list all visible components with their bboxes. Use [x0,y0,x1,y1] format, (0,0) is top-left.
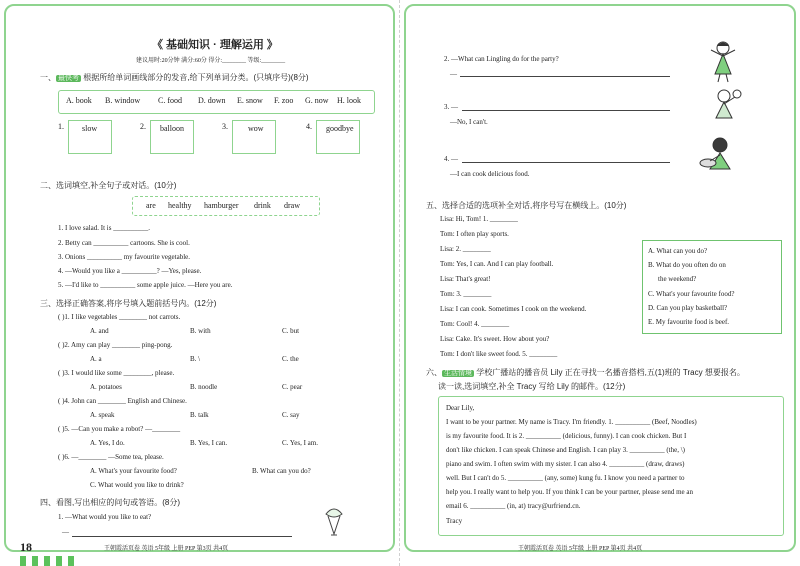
sec3-q3-a: A. potatoes [90,383,122,391]
sec2-item-2: 2. Betty can __________ cartoons. She is cool. [58,239,190,247]
girl-dancing-illustration [706,40,740,84]
letter-line-2: is my favourite food. It is 2. __________ (delicious, funny). I can cook chicken. But I [446,432,687,440]
sec1-word-g: G. now [305,96,329,105]
group4-num: 4. [306,122,312,131]
stripe-deco [32,556,38,566]
dialog-line-9: Lisa: Cake. It's sweet. How about you? [440,335,550,343]
sec3-q3: ( )3. I would like some ________, please. [58,369,175,377]
dialog-line-7: Lisa: I can cook. Sometimes I cook on the weekend. [440,305,587,313]
group2-word: balloon [160,124,184,133]
option-c: C. What's your favourite food? [648,290,735,298]
sec4-q1-answer-dash: — [62,528,69,536]
group1-num: 1. [58,122,64,131]
group3-word: wow [248,124,264,133]
dialog-line-2: Tom: I often play sports. [440,230,509,238]
letter-signature: Tracy [446,517,463,525]
sec4-q2: 2. —What can Lingling do for the party? [444,55,559,63]
sec2-word-4: drink [254,201,271,210]
sec1-word-h: H. look [337,96,361,105]
dialog-line-6: Tom: 3. ________ [440,290,492,298]
sec4-q3-question-line[interactable] [462,110,670,111]
letter-greeting: Dear Lily, [446,404,475,412]
sec5-title: 五、选择合适的选项补全对话,将序号写在横线上。(10分) [426,201,627,210]
sec2-word-2: healthy [168,201,192,210]
sec3-q1-c: C. but [282,327,300,335]
stripe-deco [44,556,50,566]
dialog-line-4: Tom: Yes, I can. And I can play football. [440,260,554,268]
sec3-q1: ( )1. I like vegetables ________ not carrots. [58,313,181,321]
sec3-q1-a: A. and [90,327,109,335]
sec1-word-b: B. window [105,96,141,105]
sec3-q2: ( )2. Amy can play ________ ping-pong. [58,341,173,349]
sec2-word-3: hamburger [204,201,239,210]
dialog-line-8: Tom: Cool! 4. ________ [440,320,510,328]
sec3-q5-c: C. Yes, I am. [282,439,318,447]
sec3-q5-a: A. Yes, I do. [90,439,125,447]
letter-line-4: piano and swim. I often swim with my sister. I can also 4. __________ (draw, draws) [446,460,685,468]
sec3-title: 三、选择正确答案,将序号填入题前括号内。(12分) [40,299,217,308]
boy-cooking-illustration [698,135,742,177]
group3-num: 3. [222,122,228,131]
sec3-q6-a: A. What's your favourite food? [90,467,177,475]
sec6-title: 学校广播站的播音员 Lily 正在寻找一名播音搭档,五(1)班的 Tracy 想要报名。 [476,368,745,377]
sec4-q1: 1. —What would you like to eat? [58,513,152,521]
sec3-q4-a: A. speak [90,411,115,419]
right-footer: 王朝霞活页卷 英语 5年级 上册 PEP 第4页 共4页 [518,546,643,552]
sec3-q1-b: B. with [190,327,211,335]
group4-word: goodbye [326,124,354,133]
sec6-tag: 生活情境 [444,370,472,377]
sec3-q2-a: A. a [90,355,102,363]
sec1-word-e: E. snow [237,96,263,105]
section-header-title: 《 基础知识 · 理解运用 》 [152,39,278,51]
sec1-word-a: A. book [66,96,92,105]
sec3-q5-b: B. Yes, I can. [190,439,228,447]
letter-line-3: don't like chicken. I can speak Chinese and English. I can play 3. __________ (the, \) [446,446,686,454]
stripe-deco [20,556,26,566]
stripe-deco [68,556,74,566]
sec4-q4: 4. — [444,155,458,163]
sec3-q6: ( )6. —________ —Some tea, please. [58,453,164,461]
sec4-q2-dash: — [450,70,457,78]
option-e: E. My favourite food is beef. [648,318,730,326]
sec3-q6-c: C. What would you like to drink? [90,481,184,489]
sec2-item-1: 1. I love salad. It is __________. [58,224,150,232]
sec2-item-5: 5. —I'd like to __________ some apple juice. —Here you are. [58,281,233,289]
dialog-line-5: Lisa: That's great! [440,275,491,283]
sec1-number: 一、 [40,73,56,82]
stripe-deco [56,556,62,566]
left-page-border [4,4,395,552]
option-a: A. What can you do? [648,247,708,255]
left-footer: 王朝霞活页卷 英语 5年级 上册 PEP 第3页 共4页 [104,546,229,552]
sec3-q5: ( )5. —Can you make a robot? —________ [58,425,181,433]
sec6-heading [426,367,745,378]
sec4-title: 四、看图,写出相应的问句或答语。(8分) [40,498,180,507]
sec2-item-4: 4. —Would you like a __________? —Yes, please. [58,267,202,275]
sec4-q3-answer: —No, I can't. [450,118,488,126]
sec2-title: 二、选词填空,补全句子或对话。(10分) [40,181,177,190]
sec4-q4-answer: —I can cook delicious food. [450,170,530,178]
letter-line-7: email 6. __________ (in, at) tracy@urfriend.cn. [446,502,581,510]
sec3-q3-c: C. pear [282,383,303,391]
sec6-title-2: 读一读,选词填空,补全 Tracy 写给 Lily 的邮件。(12分) [438,382,626,391]
sec1-tag: 最快考 [58,75,79,82]
letter-line-5: well. But I can't do 5. __________ (any, some) kung fu. I know you need a partner to [446,474,685,482]
option-b: B. What do you often do on [648,261,726,269]
sec3-q2-b: B. \ [190,355,201,363]
sec3-q2-c: C. the [282,355,299,363]
dialog-line-10: Tom: I don't like sweet food. 5. ________ [440,350,558,358]
sec1-word-c: C. food [158,96,182,105]
option-b-cont: the weekend? [658,275,697,283]
sec1-heading [40,72,309,83]
sec4-q2-answer-line[interactable] [460,76,670,77]
page-number: 18 [20,540,32,554]
sec3-q4-c: C. say [282,411,300,419]
sec3-q3-b: B. noodle [190,383,218,391]
basketball-player-illustration [704,88,744,124]
sec4-q3: 3. — [444,103,458,111]
option-d: D. Can you play basketball? [648,304,728,312]
group1-word: slow [82,124,98,133]
test-meta: 建议用时:20分钟 满分:60分 得分:________ 等级:________ [136,58,286,64]
sec1-word-d: D. down [198,96,226,105]
right-page [400,0,800,566]
sec1-word-f: F. zoo [274,96,294,105]
sec1-title: 根据所给单词画线部分的发音,给下列单词分类。(只填序号)(8分) [83,73,309,82]
sec6-number: 六、 [426,368,442,377]
letter-line-6: help you. I really want to help you. If you think I can be your partner, please send me an [446,488,693,496]
sec3-q4: ( )4. John can ________ English and Chinese. [58,397,187,405]
sec3-q6-b: B. What can you do? [252,467,311,475]
sec2-item-3: 3. Onions __________ my favourite vegetable. [58,253,191,261]
letter-line-1: I want to be your partner. My name is Tracy. I'm friendly. 1. __________ (Beef, Noodles) [446,418,697,426]
sec2-word-1: are [146,201,156,210]
group2-num: 2. [140,122,146,131]
sec3-q4-b: B. talk [190,411,209,419]
dialog-line-1: Lisa: Hi, Tom! 1. ________ [440,215,518,223]
ice-cream-icon [322,504,346,538]
sec4-q1-answer-line[interactable] [72,536,292,537]
sec4-q4-question-line[interactable] [462,162,670,163]
sec2-word-5: draw [284,201,300,210]
dialog-line-3: Lisa: 2. ________ [440,245,491,253]
